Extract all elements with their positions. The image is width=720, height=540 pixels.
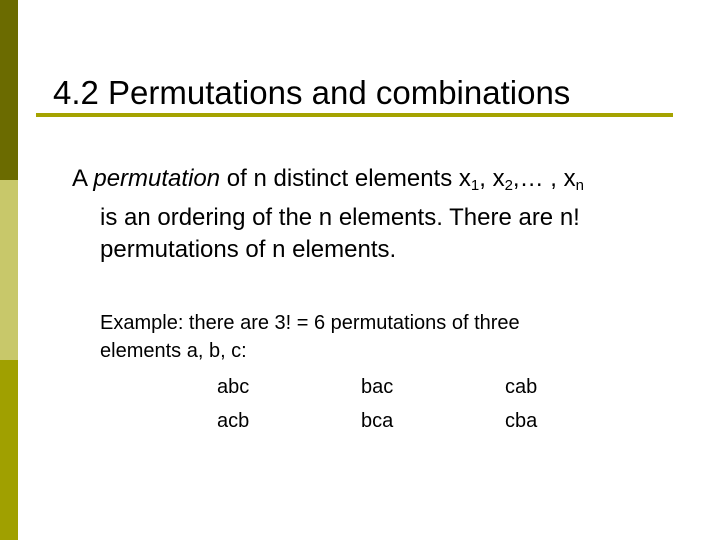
- example-line-1: Example: there are 3! = 6 permutations of three: [100, 312, 520, 334]
- sidebar-band-bottom: [0, 360, 18, 540]
- perm-cba: cba: [505, 410, 538, 432]
- para-ellipsis: ,… , x: [512, 165, 576, 192]
- para-mid: of n distinct elements x: [220, 165, 471, 192]
- example-block: [100, 309, 520, 365]
- perm-cab: cab: [505, 376, 538, 398]
- perm-bca: bca: [361, 410, 394, 432]
- perm-acb: acb: [217, 410, 250, 432]
- perm-abc: abc: [217, 376, 250, 398]
- para-comma: , x: [479, 165, 505, 192]
- sidebar-band-top: [0, 0, 18, 180]
- slide-title: 4.2 Permutations and combinations: [53, 74, 571, 111]
- example-line-2: elements a, b, c:: [100, 340, 247, 362]
- title-underline: [36, 113, 673, 117]
- subscript-n: n: [575, 177, 584, 194]
- para-line-2: is an ordering of the n elements. There are n!: [100, 204, 580, 231]
- perm-bac: bac: [361, 376, 394, 398]
- para-lead: A: [72, 165, 94, 192]
- definition-paragraph: [72, 163, 692, 266]
- subscript-1: 1: [470, 177, 480, 194]
- sidebar-band-middle: [0, 180, 18, 360]
- subscript-2: 2: [504, 177, 513, 194]
- para-term: permutation: [93, 165, 221, 192]
- para-line-3: permutations of n elements.: [100, 236, 397, 263]
